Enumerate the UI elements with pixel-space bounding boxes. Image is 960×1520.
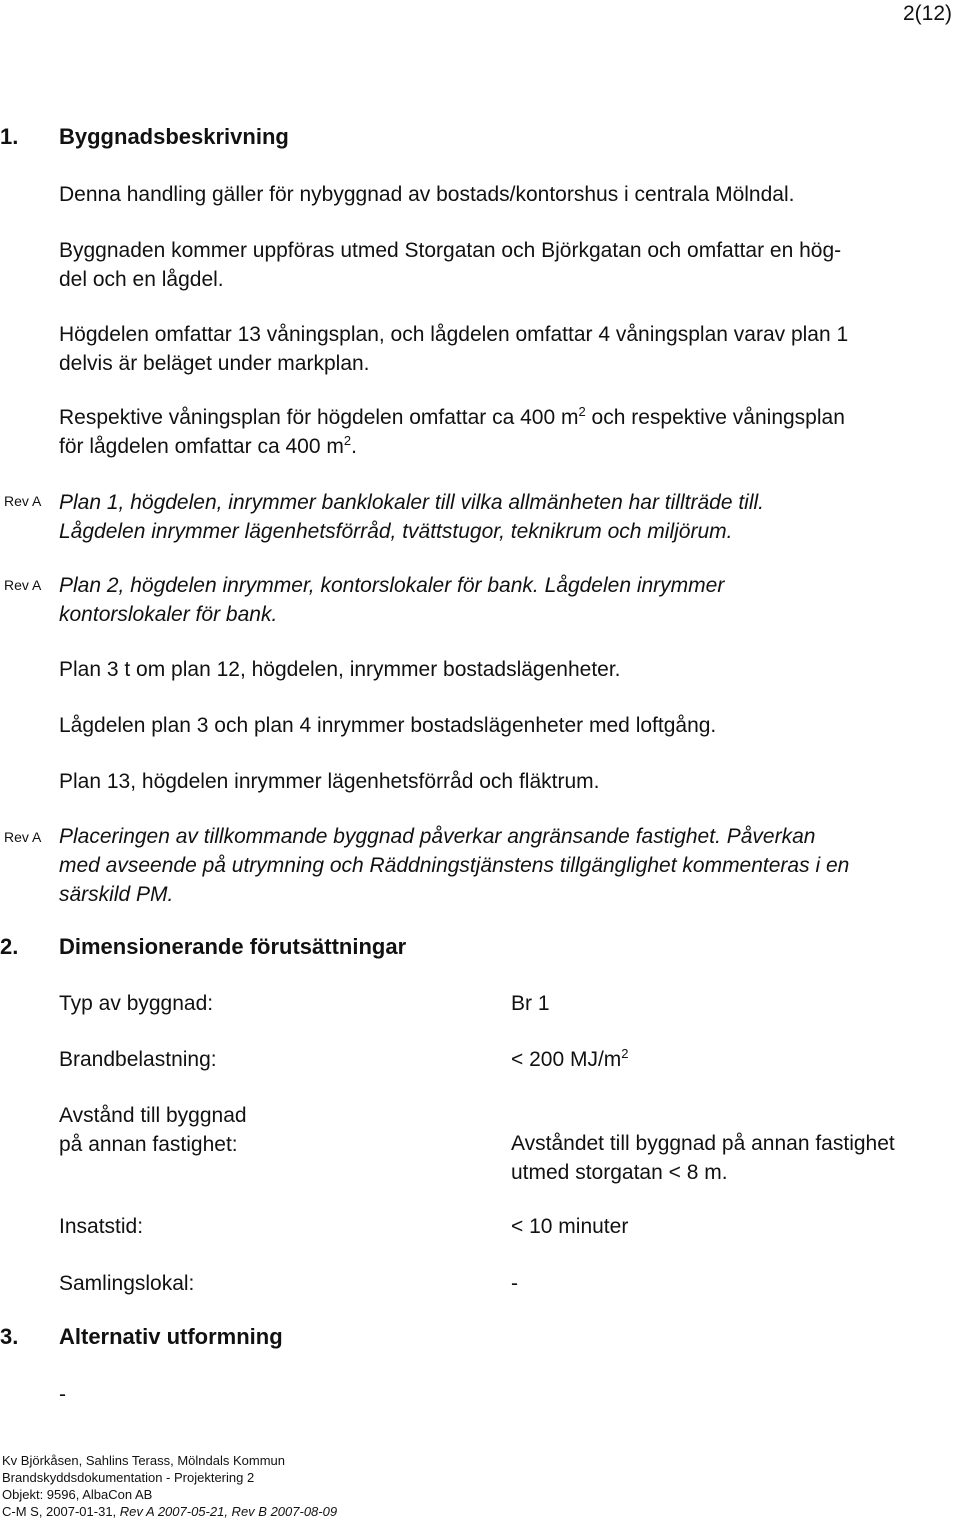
value-fire-load bbox=[511, 1045, 629, 1074]
paragraph-plan-2-line-2: kontorslokaler för bank. bbox=[59, 603, 278, 626]
area-superscript-2: 2 bbox=[343, 433, 352, 448]
paragraph-plan-1 bbox=[59, 488, 959, 546]
label-response-time: Insatstid: bbox=[59, 1215, 144, 1238]
label-distance-line-1: Avstånd till byggnad bbox=[59, 1104, 247, 1127]
value-distance bbox=[511, 1129, 895, 1187]
area-superscript-1: 2 bbox=[578, 404, 586, 419]
revision-marker-1: Rev A bbox=[4, 493, 42, 509]
paragraph-plan-2 bbox=[59, 571, 959, 629]
footer-line-document: Brandskyddsdokumentation - Projektering 2 bbox=[2, 1470, 255, 1485]
value-distance-line-2: utmed storgatan < 8 m. bbox=[511, 1161, 728, 1184]
paragraph-area-line-2 bbox=[59, 432, 959, 461]
paragraph-floors-line-2: delvis är beläget under markplan. bbox=[59, 352, 370, 375]
area-text-c: för lågdelen omfattar ca 400 m bbox=[59, 435, 344, 458]
label-distance-line-2: på annan fastighet: bbox=[59, 1133, 238, 1156]
footer-line-object: Objekt: 9596, AlbaCon AB bbox=[2, 1487, 153, 1502]
value-fire-load-superscript: 2 bbox=[621, 1046, 629, 1061]
footer-author-date: C-M S, 2007-01-31, bbox=[2, 1504, 120, 1519]
paragraph-location-line-1: Byggnaden kommer uppföras utmed Storgatan och Björkgatan och omfattar en hög- bbox=[59, 239, 842, 262]
label-building-type: Typ av byggnad: bbox=[59, 992, 214, 1015]
paragraph-area bbox=[59, 403, 959, 461]
page-number: 2(12) bbox=[902, 2, 952, 25]
section-3-number: 3. bbox=[0, 1324, 19, 1349]
area-text-d: . bbox=[351, 435, 357, 458]
paragraph-floors bbox=[59, 320, 959, 378]
paragraph-location bbox=[59, 236, 959, 294]
revision-marker-3: Rev A bbox=[4, 829, 42, 845]
section-3-heading bbox=[0, 1324, 500, 1352]
paragraph-placement bbox=[59, 822, 959, 909]
paragraph-floors-line-1: Högdelen omfattar 13 våningsplan, och lågdelen omfattar 4 våningsplan varav plan 1 bbox=[59, 323, 849, 346]
paragraph-area-line-1 bbox=[59, 403, 959, 432]
section-1-number: 1. bbox=[0, 124, 19, 149]
area-text-a: Respektive våningsplan för högdelen omfattar ca 400 m bbox=[59, 406, 579, 429]
area-text-b: och respektive våningsplan bbox=[585, 406, 845, 429]
paragraph-plan-13 bbox=[59, 767, 959, 796]
value-fire-load-text: < 200 MJ/m bbox=[511, 1048, 622, 1071]
paragraph-location-line-2: del och en lågdel. bbox=[59, 268, 224, 291]
document-footer bbox=[2, 1452, 337, 1520]
section-2-number: 2. bbox=[0, 934, 19, 959]
section-3-title: Alternativ utformning bbox=[59, 1324, 283, 1349]
label-assembly-room: Samlingslokal: bbox=[59, 1272, 195, 1295]
paragraph-plan-1-line-1: Plan 1, högdelen, inrymmer banklokaler till vilka allmänheten har tillträde till. bbox=[59, 491, 765, 514]
paragraph-plan-13-text: Plan 13, högdelen inrymmer lägenhetsförråd och fläktrum. bbox=[59, 770, 600, 793]
value-response-time: < 10 minuter bbox=[511, 1215, 629, 1238]
footer-line-revisions bbox=[2, 1503, 337, 1520]
paragraph-placement-line-1: Placeringen av tillkommande byggnad påverkar angränsande fastighet. Påverkan bbox=[59, 825, 816, 848]
paragraph-lowpart-plans-text: Lågdelen plan 3 och plan 4 inrymmer bostadslägenheter med loftgång. bbox=[59, 714, 717, 737]
value-assembly-room: - bbox=[511, 1272, 518, 1295]
footer-line-project: Kv Björkåsen, Sahlins Terass, Mölndals Kommun bbox=[2, 1453, 285, 1468]
section-2-heading bbox=[0, 934, 600, 962]
section-1-heading bbox=[0, 124, 500, 152]
paragraph-lowpart-plans bbox=[59, 711, 959, 740]
value-distance-line-1: Avståndet till byggnad på annan fastighet bbox=[511, 1132, 895, 1155]
section-1-title: Byggnadsbeskrivning bbox=[59, 124, 289, 149]
value-building-type: Br 1 bbox=[511, 992, 550, 1015]
footer-revision-dates: Rev A 2007-05-21, Rev B 2007-08-09 bbox=[119, 1504, 338, 1519]
paragraph-scope-text: Denna handling gäller för nybyggnad av bostads/kontorshus i centrala Mölndal. bbox=[59, 183, 795, 206]
paragraph-placement-line-3: särskild PM. bbox=[59, 883, 174, 906]
paragraph-plan-3-12-text: Plan 3 t om plan 12, högdelen, inrymmer bostadslägenheter. bbox=[59, 658, 621, 681]
paragraph-plan-1-line-2: Lågdelen inrymmer lägenhetsförråd, tvättstugor, teknikrum och miljörum. bbox=[59, 520, 733, 543]
paragraph-scope bbox=[59, 180, 959, 209]
label-fire-load: Brandbelastning: bbox=[59, 1048, 217, 1071]
label-distance bbox=[59, 1101, 247, 1159]
paragraph-plan-3-12 bbox=[59, 655, 959, 684]
revision-marker-2: Rev A bbox=[4, 577, 42, 593]
section-3-body: - bbox=[59, 1383, 66, 1406]
section-2-title: Dimensionerande förutsättningar bbox=[59, 934, 407, 959]
paragraph-plan-2-line-1: Plan 2, högdelen inrymmer, kontorslokaler för bank. Lågdelen inrymmer bbox=[59, 574, 725, 597]
paragraph-placement-line-2: med avseende på utrymning och Räddningstjänstens tillgänglighet kommenteras i en bbox=[59, 854, 850, 877]
